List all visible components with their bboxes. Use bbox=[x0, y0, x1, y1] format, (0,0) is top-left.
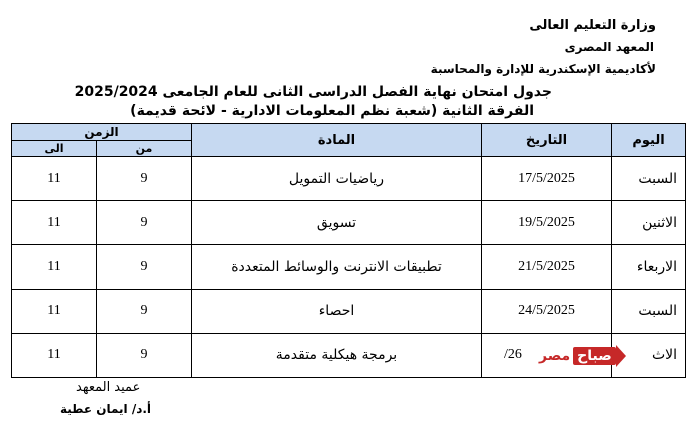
dean-name: أ.د/ ايمان عطية bbox=[60, 402, 152, 416]
header-from: من bbox=[97, 141, 192, 157]
cell-subject: رياضيات التمويل bbox=[192, 157, 482, 201]
page-subtitle: الفرقة الثانية (شعبة نظم المعلومات الادارية - لائحة قديمة) bbox=[130, 103, 534, 119]
cell-subject: تطبيقات الانترنت والوسائط المتعددة bbox=[192, 245, 482, 289]
header-subject: المادة bbox=[192, 124, 482, 157]
page-title bbox=[74, 84, 552, 100]
cell-from: 9 bbox=[97, 289, 192, 333]
cell-to: 11 bbox=[12, 157, 97, 201]
header-day: اليوم bbox=[612, 124, 686, 157]
cell-date: 21/5/2025 bbox=[482, 245, 612, 289]
watermark-logo bbox=[536, 345, 632, 367]
cell-day: السبت bbox=[612, 157, 686, 201]
watermark-left-text: مصر bbox=[536, 348, 573, 364]
cell-to: 11 bbox=[12, 289, 97, 333]
table-row bbox=[12, 157, 686, 201]
cell-subject: برمجة هيكلية متقدمة bbox=[192, 333, 482, 377]
cell-to: 11 bbox=[12, 245, 97, 289]
cell-date: 26/ bbox=[482, 333, 612, 377]
cell-from: 9 bbox=[97, 245, 192, 289]
dean-title: عميد المعهد bbox=[76, 380, 141, 395]
table-row bbox=[12, 245, 686, 289]
institute-label: المعهد المصرى bbox=[564, 40, 654, 54]
cell-to: 11 bbox=[12, 333, 97, 377]
cell-day: الاثنين bbox=[612, 201, 686, 245]
exam-schedule-table bbox=[11, 123, 686, 378]
cell-date: 19/5/2025 bbox=[482, 201, 612, 245]
academy-label: لأكاديمية الإسكندرية للإدارة والمحاسبة bbox=[430, 62, 656, 76]
cell-from: 9 bbox=[97, 157, 192, 201]
cell-day: السبت bbox=[612, 289, 686, 333]
cell-from: 9 bbox=[97, 333, 192, 377]
header-time: الزمن bbox=[12, 124, 192, 141]
cell-day: الاث bbox=[612, 333, 686, 377]
cell-day: الاربعاء bbox=[612, 245, 686, 289]
header-date: التاريخ bbox=[482, 124, 612, 157]
title-text: جدول امتحان نهاية الفصل الدراسى الثانى للعام الجامعى bbox=[162, 84, 552, 100]
cell-date: 24/5/2025 bbox=[482, 289, 612, 333]
flag-icon bbox=[616, 345, 626, 367]
cell-subject: احصاء bbox=[192, 289, 482, 333]
academic-year: 2025/2024 bbox=[74, 84, 158, 100]
table-row bbox=[12, 201, 686, 245]
watermark-right-text: صباح bbox=[573, 347, 616, 365]
ministry-label: وزارة التعليم العالى bbox=[529, 18, 656, 33]
cell-from: 9 bbox=[97, 201, 192, 245]
cell-date: 17/5/2025 bbox=[482, 157, 612, 201]
header-to: الى bbox=[12, 141, 97, 157]
table-row bbox=[12, 289, 686, 333]
cell-subject: تسويق bbox=[192, 201, 482, 245]
cell-to: 11 bbox=[12, 201, 97, 245]
